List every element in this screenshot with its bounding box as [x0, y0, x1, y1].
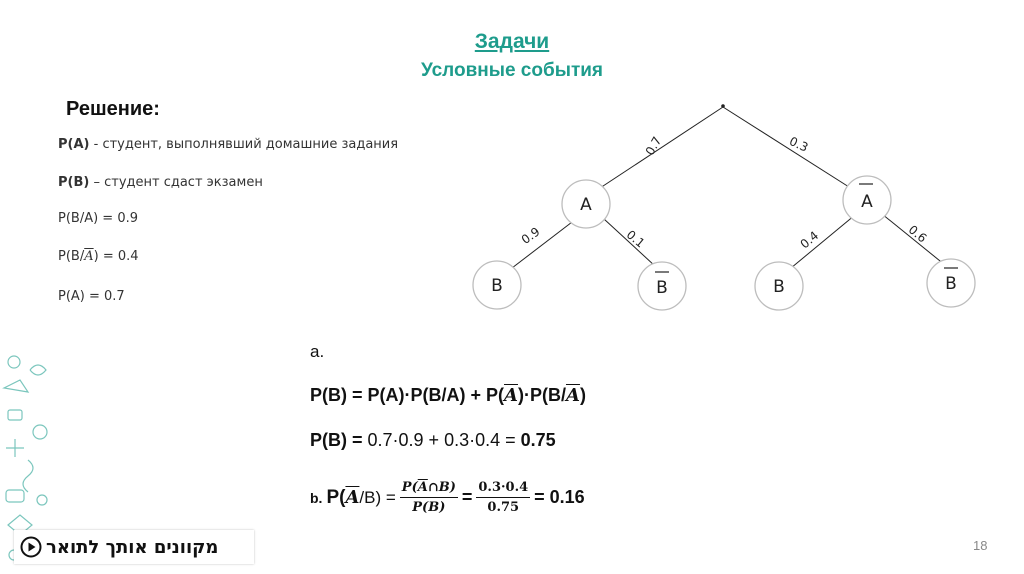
formula3-label: b.: [310, 489, 323, 506]
fraction-symbolic: [400, 480, 458, 515]
fraction-symbolic-numerator: [400, 480, 458, 498]
given-line-pa-value: P(A) = 0.7: [58, 289, 125, 304]
fraction-numeric: [476, 480, 530, 515]
formula1-part3: ): [579, 385, 586, 405]
formula1-part2: )·P(B/: [517, 385, 566, 405]
given-pb-symbol: P(B): [58, 175, 90, 190]
node-not-b2-label: B: [945, 274, 957, 294]
edge-label-a-not-b: 0.1: [623, 227, 648, 251]
formula-calculation: [310, 430, 556, 451]
formula-total-probability: [310, 385, 586, 406]
given-pb-not-a-over: $\overline{A}$: [84, 249, 94, 264]
formula3-lhs-over: $\overline{A}$: [345, 487, 360, 508]
tree-root: [721, 104, 725, 108]
given-line-pb-a: P(B/A) = 0.9: [58, 211, 139, 226]
given-pb-not-a-pre: P(B/: [58, 249, 85, 264]
solution-heading: Решение:: [66, 98, 160, 120]
formula1-over1: $\overline{A}$: [504, 385, 518, 406]
edge-label-not-a-b: 0.4: [797, 228, 822, 252]
node-b2-label: B: [773, 277, 785, 297]
num-pre: P(: [401, 480, 418, 495]
play-icon: [20, 536, 42, 558]
formula2-lhs: P(B) =: [310, 430, 368, 450]
formula3-lhs-post: /B) =: [359, 487, 396, 507]
formula-bayes: [310, 480, 585, 515]
edge-label-root-not-a: 0.3: [787, 133, 811, 155]
given-pb-text: – студент сдаст экзамен: [89, 175, 263, 190]
formula3-result: = 0.16: [534, 487, 585, 507]
brand-logo-text: מקוונים אותך לתואר: [46, 536, 219, 558]
formula1-part1: P(B) = P(A)·P(B/A) + P(: [310, 385, 505, 405]
slide-subtitle: Условные события: [420, 60, 604, 81]
formula2-calc: 0.7·0.9 + 0.3·0.4 =: [367, 430, 521, 450]
node-b1-label: B: [491, 276, 503, 296]
edge-root-not-a: [723, 107, 849, 187]
num-post: ∩B): [427, 480, 456, 495]
formula2-result: 0.75: [520, 430, 556, 450]
edge-label-a-b: 0.9: [518, 224, 543, 247]
formula3-lhs-pre: P(: [326, 486, 346, 508]
fraction-symbolic-denominator: P(B): [412, 500, 446, 515]
formula1-over2: $\overline{A}$: [565, 385, 580, 406]
edge-a-b: [512, 219, 576, 268]
node-not-b1-label: B: [656, 278, 668, 298]
brand-logo: [14, 530, 254, 564]
slide-title: Задачи: [474, 30, 550, 53]
given-pa-text: - студент, выполнявший домашние задания: [89, 137, 399, 152]
node-not-a-label: A: [861, 192, 873, 212]
given-pa-symbol: P(A): [58, 137, 90, 152]
edge-label-not-a-not-b: 0.6: [905, 222, 930, 246]
formula3-eq1: =: [461, 487, 473, 507]
page-number: 18: [973, 538, 988, 553]
num-over: $\overline{A}$: [417, 480, 428, 495]
fraction-numeric-numerator: 0.3·0.4: [476, 480, 530, 498]
edge-label-root-a: 0.7: [642, 134, 665, 158]
fraction-numeric-denominator: 0.75: [487, 500, 520, 515]
node-a-label: A: [580, 195, 592, 215]
solution-part-a-label: a.: [310, 342, 325, 361]
given-pb-not-a-post: ) = 0.4: [93, 249, 139, 264]
